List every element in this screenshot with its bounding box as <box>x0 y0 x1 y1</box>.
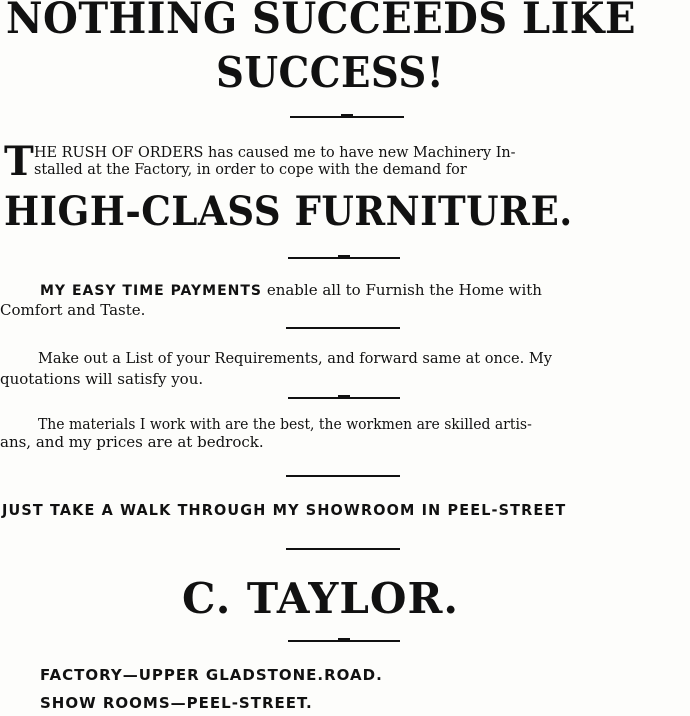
divider-rule <box>286 475 400 477</box>
intro-line-2: stalled at the Factory, in order to cope with the demand for <box>34 160 467 178</box>
headline-line-1: NOTHING SUCCEEDS LIKE <box>6 0 636 44</box>
divider-rule <box>286 548 400 550</box>
materials-line-1: The materials I work with are the best, the workmen are skilled artis- <box>38 415 532 433</box>
showrooms-address: SHOW ROOMS—PEEL-STREET. <box>40 694 313 712</box>
divider-rule <box>286 327 400 329</box>
divider-rule <box>288 397 400 399</box>
intro-line-1: HE RUSH OF ORDERS has caused me to have new Machinery In- <box>34 143 516 161</box>
materials-line-2: ans, and my prices are at bedrock. <box>0 433 264 451</box>
subhead-furniture: HIGH-CLASS FURNITURE. <box>4 188 573 235</box>
headline-line-2: SUCCESS! <box>216 48 445 97</box>
payments-line-1 <box>40 281 542 300</box>
requirements-line-2: quotations will satisfy you. <box>0 370 204 388</box>
divider-rule <box>288 257 400 259</box>
requirements-line-1: Make out a List of your Requirements, and forward same at once. My <box>38 349 552 367</box>
walk-through-line: JUST TAKE A WALK THROUGH MY SHOWROOM IN PEEL-STREET <box>2 501 567 519</box>
factory-address: FACTORY—UPPER GLADSTONE.ROAD. <box>40 666 383 684</box>
payments-rest: enable all to Furnish the Home with <box>266 281 542 299</box>
divider-rule <box>290 116 404 118</box>
drop-cap: T <box>4 138 34 185</box>
divider-rule <box>288 640 400 642</box>
payments-line-2: Comfort and Taste. <box>0 301 146 319</box>
payments-lead: MY EASY TIME PAYMENTS <box>40 283 263 299</box>
proprietor-name: C. TAYLOR. <box>182 574 460 623</box>
